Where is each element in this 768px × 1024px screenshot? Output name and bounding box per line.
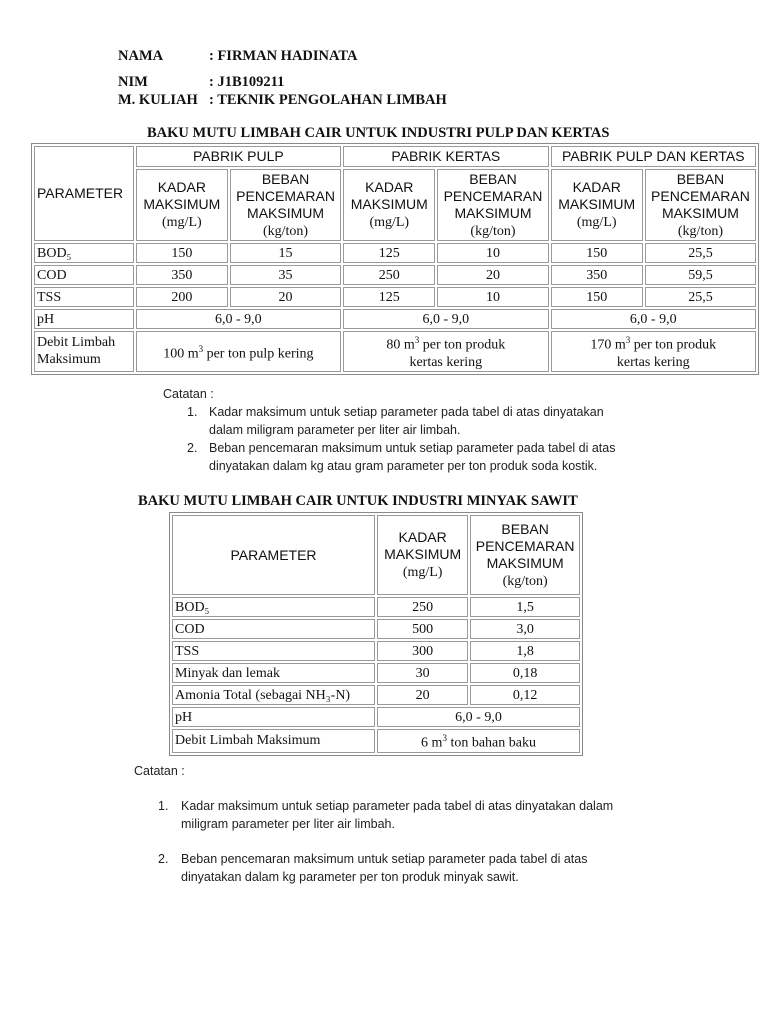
value-cell: 25,5 <box>645 243 756 263</box>
kuliah-row <box>118 91 447 109</box>
table-row <box>34 287 756 307</box>
nama-row <box>118 47 357 65</box>
table-row <box>34 309 756 329</box>
value-cell: 1,8 <box>470 641 580 661</box>
table1-title: BAKU MUTU LIMBAH CAIR UNTUK INDUSTRI PULP DAN KERTAS <box>147 125 610 141</box>
value-cell: 0,18 <box>470 663 580 683</box>
kadar-header: KADAR MAKSIMUM (mg/L) <box>136 169 228 241</box>
value-cell: 350 <box>136 265 228 285</box>
value-cell: 350 <box>551 265 643 285</box>
nim-row <box>118 73 284 91</box>
notes-2 <box>134 762 734 886</box>
ph-cell: 6,0 - 9,0 <box>343 309 548 329</box>
value-cell: 250 <box>377 597 468 617</box>
table-row <box>172 641 580 661</box>
value-cell: 150 <box>551 287 643 307</box>
value-cell: 3,0 <box>470 619 580 639</box>
beban-header: BEBAN PENCEMARAN MAKSIMUM (kg/ton) <box>230 169 341 241</box>
value-cell: 10 <box>437 243 548 263</box>
list-item: 1. Kadar maksimum untuk setiap parameter pada tabel di atas dinyatakan dalam miligram parameter per liter air limbah. <box>158 799 614 831</box>
param-cell: Debit Limbah Maksimum <box>34 331 134 372</box>
table-row <box>172 597 580 617</box>
debit-cell: 6 $m^3$ ton bahan baku <box>377 729 580 753</box>
table-row <box>34 331 756 372</box>
kuliah-value: : TEKNIK PENGOLAHAN LIMBAH <box>209 92 447 108</box>
group-header-pulp: PABRIK PULP <box>136 146 341 167</box>
table-row <box>34 243 756 263</box>
param-cell: Minyak dan lemak <box>172 663 375 683</box>
debit-cell: 100 $m^3$ per ton pulp kering <box>136 331 341 372</box>
debit-cell: 170 $m^3$ per ton produk kertas kering <box>551 331 756 372</box>
beban-header: BEBAN PENCEMARAN MAKSIMUM (kg/ton) <box>645 169 756 241</box>
value-cell: 20 <box>437 265 548 285</box>
notes-1 <box>163 385 723 475</box>
kadar-header: KADAR MAKSIMUM (mg/L) <box>551 169 643 241</box>
list-item: 2. Beban pencemaran maksimum untuk setiap parameter pada tabel di atas dinyatakan dalam kg parameter per ton produk minyak sawit. <box>158 852 588 884</box>
value-cell: 125 <box>343 287 435 307</box>
debit-cell: 80 $m^3$ per ton produk kertas kering <box>343 331 548 372</box>
param-header: PARAMETER <box>34 146 134 241</box>
kadar-header: KADAR MAKSIMUM (mg/L) <box>343 169 435 241</box>
value-cell: 25,5 <box>645 287 756 307</box>
param-cell: COD <box>172 619 375 639</box>
value-cell: 10 <box>437 287 548 307</box>
param-cell: BOD₅ <box>172 597 375 617</box>
param-cell: Amonia Total (sebagai NH₃-N) <box>172 685 375 705</box>
table-row <box>172 685 580 705</box>
value-cell: 15 <box>230 243 341 263</box>
param-cell: Debit Limbah Maksimum <box>172 729 375 753</box>
group-header-pulp-kertas: PABRIK PULP DAN KERTAS <box>551 146 756 167</box>
param-cell: BOD₅ <box>34 243 134 263</box>
value-cell: 200 <box>136 287 228 307</box>
param-header: PARAMETER <box>172 515 375 595</box>
kadar-header: KADAR MAKSIMUM (mg/L) <box>377 515 468 595</box>
notes-title: Catatan : <box>163 387 214 401</box>
param-cell: TSS <box>34 287 134 307</box>
value-cell: 20 <box>377 685 468 705</box>
param-cell: pH <box>172 707 375 727</box>
value-cell: 150 <box>551 243 643 263</box>
notes-title: Catatan : <box>134 764 185 778</box>
value-cell: 30 <box>377 663 468 683</box>
table-row <box>172 619 580 639</box>
table-row <box>172 663 580 683</box>
value-cell: 20 <box>230 287 341 307</box>
ph-cell: 6,0 - 9,0 <box>551 309 756 329</box>
value-cell: 1,5 <box>470 597 580 617</box>
nama-value: : FIRMAN HADINATA <box>209 48 358 64</box>
value-cell: 35 <box>230 265 341 285</box>
value-cell: 59,5 <box>645 265 756 285</box>
list-item: 2. Beban pencemaran maksimum untuk setiap parameter pada tabel di atas dinyatakan dalam kg atau gram parameter per ton produk soda kostik. <box>187 441 616 473</box>
table2-title: BAKU MUTU LIMBAH CAIR UNTUK INDUSTRI MINYAK SAWIT <box>138 493 578 509</box>
list-item: 1. Kadar maksimum untuk setiap parameter pada tabel di atas dinyatakan dalam miligram parameter per liter air limbah. <box>187 405 604 437</box>
group-header-kertas: PABRIK KERTAS <box>343 146 548 167</box>
beban-header: BEBAN PENCEMARAN MAKSIMUM (kg/ton) <box>437 169 548 241</box>
value-cell: 500 <box>377 619 468 639</box>
nim-value: : J1B109211 <box>209 74 285 90</box>
pulp-kertas-table <box>31 143 759 375</box>
value-cell: 0,12 <box>470 685 580 705</box>
table-row <box>172 729 580 753</box>
ph-cell: 6,0 - 9,0 <box>377 707 580 727</box>
param-cell: pH <box>34 309 134 329</box>
beban-header: BEBAN PENCEMARAN MAKSIMUM (kg/ton) <box>470 515 580 595</box>
sawit-table <box>169 512 583 756</box>
nama-label: NAMA <box>118 48 164 64</box>
param-cell: TSS <box>172 641 375 661</box>
value-cell: 150 <box>136 243 228 263</box>
nim-label: NIM <box>118 74 148 90</box>
table-row <box>34 265 756 285</box>
value-cell: 250 <box>343 265 435 285</box>
ph-cell: 6,0 - 9,0 <box>136 309 341 329</box>
value-cell: 300 <box>377 641 468 661</box>
table-row <box>172 707 580 727</box>
kuliah-label: M. KULIAH <box>118 92 198 108</box>
value-cell: 125 <box>343 243 435 263</box>
param-cell: COD <box>34 265 134 285</box>
